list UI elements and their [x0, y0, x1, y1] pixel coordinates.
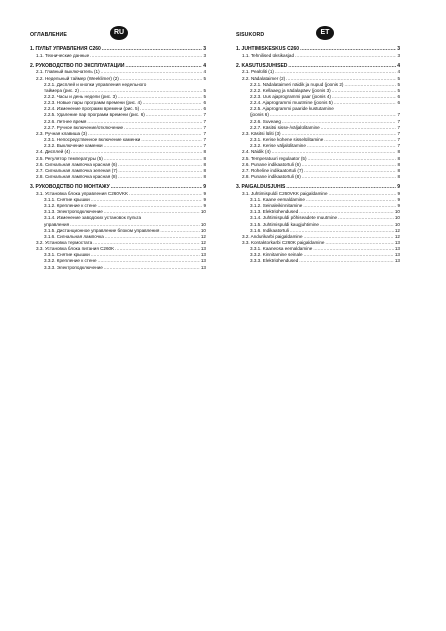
toc-page-number: 4: [397, 62, 400, 69]
toc-entry-title: 2.3.1. Kerise kohene sisselülitamine: [250, 137, 324, 143]
toc-entry-title: 1. ПУЛЬТ УПРАВЛЕНИЯ C260: [30, 46, 101, 52]
toc-entry[interactable]: [30, 174, 206, 180]
toc-page-number: 13: [394, 258, 400, 264]
toc-entry-title: управления: [44, 221, 70, 227]
dot-leader: [118, 174, 202, 180]
dot-leader: [125, 63, 202, 70]
toc-page-number: 13: [394, 240, 400, 245]
toc-entry-title: 2. KASUTUSJUHISED: [236, 62, 288, 69]
toc-entry-title: 3.1.1. Снятие крышки: [44, 196, 90, 202]
toc-page-number: 8: [203, 149, 206, 155]
toc-page-number: 6: [203, 106, 206, 112]
toc-entry-title: 2.3.1. Непосредственное включение каменки: [44, 137, 141, 143]
toc-entry-title: 3. PAIGALDUSJUHIS: [236, 184, 286, 191]
toc-entry-title: 3.1.6. Indikaatortuli: [250, 227, 289, 233]
toc-entry-title: 2.5. Temperatuuri regulaator (5): [242, 155, 307, 161]
toc-entry-title: 2.2.3. Uus ajaprogrammi paar (joonis 4): [250, 93, 331, 99]
toc-section: [30, 63, 206, 180]
toc-entry-title: 2.2.1. Nädalataimeri näidik ja nupud (joonis 2): [250, 81, 344, 87]
toc-entry-title: 3.3.3. Электроподключение: [44, 264, 103, 270]
toc-entry-title: 2.2.7. Käsitsi sisse-/väljalülitamine: [250, 124, 320, 130]
toc-page-number: 8: [397, 167, 400, 173]
toc-page-number: 8: [397, 174, 400, 179]
toc-entry-title: 2. РУКОВОДСТВО ПО ЭКСПЛУАТАЦИИ: [30, 62, 125, 69]
toc-header-ru: [30, 26, 206, 46]
toc-entry-title: 2.2. Недельный таймер (Weeklimer) (2): [36, 75, 119, 81]
toc-entry-title: 3.1.4. Изменение заводских установок пульта: [44, 215, 142, 221]
toc-entry-title: 1.1. Технические данные: [36, 52, 90, 58]
toc-entry-title: 3.1.2. Крепление к стене: [44, 203, 97, 209]
toc-entry-title: 2.7. Roheline indikaatortuli (7): [242, 167, 304, 173]
dot-leader: [302, 174, 397, 180]
toc-heading[interactable]: [236, 63, 400, 70]
toc-page-number: 12: [394, 233, 400, 239]
toc-entry-title: 2.2.3. Новые пары программ времени (рис. 4): [44, 100, 142, 106]
toc-page-number: 8: [203, 155, 206, 161]
toc-page-number: 9: [397, 190, 400, 196]
toc-page-number: 3: [203, 46, 206, 52]
toc-sections-et: [236, 46, 400, 265]
toc-page-number: 9: [203, 190, 206, 196]
toc-page-number: 7: [397, 118, 400, 124]
toc-page-number: 10: [200, 227, 206, 233]
toc-entry-title: 3.2. Установка термостата: [36, 240, 93, 245]
toc-page-number: 8: [397, 149, 400, 155]
toc-entry-title: 3.1.1. Kaane eemaldamine: [250, 196, 305, 202]
toc-page-number: 7: [203, 137, 206, 143]
dot-leader: [295, 53, 396, 59]
toc-page-number: 13: [394, 246, 400, 252]
toc-column-et: [236, 26, 400, 269]
toc-page-number: 7: [203, 118, 206, 124]
toc-page-number: 10: [394, 215, 400, 221]
toc-heading[interactable]: [236, 184, 400, 191]
toc-entry[interactable]: [30, 53, 206, 59]
toc-page-number: 4: [397, 69, 400, 75]
toc-entry-title: 2.6. Punane indikaatortuli (6): [242, 161, 301, 167]
toc-entry-title: 2.2.2. Kellaaeg ja nädalapäev (joonis 3): [250, 87, 331, 93]
toc-page-number: 5: [203, 87, 206, 93]
toc-entry-title: 2.6. Сигнальная лампочка красная (6): [36, 161, 118, 167]
toc-page-number: 6: [203, 100, 206, 106]
toc-page-number: 5: [397, 75, 400, 81]
toc-entry-title: 2.3. Ручная клавиша (3): [36, 130, 87, 136]
toc-page-number: 7: [203, 143, 206, 149]
toc-entry-title: 2.2.7. Ручное включение/отключение: [44, 124, 124, 130]
toc-entry-title: 2.2.5. Ajaprogrammi paaride kustutamine: [250, 106, 334, 112]
toc-entry-title: 2.2. Nädalataimer (2): [242, 75, 286, 81]
dot-leader: [334, 100, 397, 106]
toc-entry-title: 2.2.5. Удаление пар программ времени (рис. 6): [44, 112, 145, 118]
toc-page-number: 13: [394, 252, 400, 258]
toc-section: [30, 46, 206, 59]
toc-entry[interactable]: [236, 174, 400, 180]
toc-entry[interactable]: [30, 265, 206, 271]
toc-page-number: 10: [394, 209, 400, 215]
toc-entry[interactable]: [236, 258, 400, 264]
toc-page-number: 9: [203, 184, 206, 191]
toc-entry-title: 3. РУКОВОДСТВО ПО МОНТАЖУ: [30, 184, 110, 191]
toc-entry-title: (joonis 6): [250, 112, 269, 118]
toc-entry-title: 3.3.1. Kaaneosa eemaldamine: [250, 246, 313, 252]
toc-entry-title: 2.4. Näidik (4): [242, 149, 271, 155]
dot-leader: [300, 46, 396, 53]
toc-entry[interactable]: [236, 53, 400, 59]
toc-entry-title: 3.1.5. Juhtimispuldi kaugjuhtimine: [250, 221, 319, 227]
toc-entry-title: 3.1.5. Дистанционное управление блоком управления: [44, 227, 160, 233]
toc-page-number: 5: [203, 93, 206, 99]
language-badge-et: ET: [316, 26, 334, 40]
toc-page-number: 8: [203, 161, 206, 167]
toc-page-number: 10: [394, 221, 400, 227]
toc-page-number: 6: [397, 100, 400, 106]
toc-page-number: 4: [203, 69, 206, 75]
toc-page-number: 3: [397, 46, 400, 52]
toc-heading[interactable]: [236, 46, 400, 53]
toc-page-number: 10: [200, 209, 206, 215]
toc-page-number: 9: [203, 203, 206, 209]
toc-page-number: 12: [394, 227, 400, 233]
toc-entry-title: 3.1.6. Сигнальная лампочка: [44, 233, 104, 239]
toc-entry-title: 2.2.1. Дисплей и кнопки управления недельного: [44, 81, 147, 87]
toc-entry-title: 2.8. Сигнальная лампочка красная (8): [36, 174, 118, 179]
toc-page-number: 7: [397, 112, 400, 118]
toc-page-number: 8: [397, 155, 400, 161]
toc-entry-title: 3.1. Juhtimispuldi C260VKK paigaldamine: [242, 190, 328, 196]
toc-entry-title: 3.3.3. Elektriühendused: [250, 258, 299, 264]
toc-page-number: 9: [397, 196, 400, 202]
toc-page-number: 9: [397, 184, 400, 191]
toc-entry-title: 3.3.2. Крепление к стене: [44, 258, 97, 264]
toc-page-number: 13: [200, 264, 206, 270]
toc-page-number: 9: [203, 196, 206, 202]
toc-entry-title: 2.2.2. Часы и день недели (рис. 3): [44, 93, 117, 99]
toc-page-number: 3: [203, 52, 206, 58]
toc-page-number: 7: [203, 130, 206, 136]
toc-entry-title: 2.1. Pealüliti (1): [242, 69, 274, 75]
toc-page-number: 4: [203, 62, 206, 69]
toc-column-ru: [30, 26, 206, 275]
toc-heading[interactable]: [30, 46, 206, 53]
toc-page-number: 13: [200, 252, 206, 258]
toc-entry-title: 2.3.2. Kerise väljalülitamine: [250, 143, 306, 149]
toc-page-number: 7: [397, 137, 400, 143]
toc-page-number: 7: [397, 143, 400, 149]
toc-sections-ru: [30, 46, 206, 271]
toc-page-number: 8: [397, 161, 400, 167]
toc-page-number: 12: [200, 240, 206, 245]
toc-page-number: 5: [397, 87, 400, 93]
toc-page-number: 7: [203, 124, 206, 130]
toc-page-number: 9: [397, 203, 400, 209]
toc-entry-title: 2.7. Сигнальная лампочка зеленая (7): [36, 167, 118, 173]
toc-entry-title: 2.2.4. Ajaprogrammi muutmine (joonis 5): [250, 100, 333, 106]
toc-entry-title: 3.1. Установка блока управления C260VKK: [36, 190, 129, 196]
dot-leader: [90, 53, 202, 59]
toc-entry-title: 3.1.4. Juhtimispuldi põhiseadete muutmine: [250, 215, 338, 221]
toc-page-number: 3: [397, 52, 400, 58]
toc-page-number: 10: [200, 221, 206, 227]
toc-page-number: 7: [397, 124, 400, 130]
toc-entry-title: 2.2.6. Suveaeg: [250, 118, 281, 124]
toc-entry-title: 3.2. Andurikarbi paigaldamine: [242, 233, 303, 239]
toc-entry-title: 3.1.2. Seinaleikinnitamine: [250, 203, 303, 209]
toc-section: [236, 46, 400, 59]
toc-page-number: 5: [397, 81, 400, 87]
toc-entry-title: 2.1. Главный выключатель (1): [36, 69, 100, 75]
toc-section: [236, 184, 400, 264]
toc-entry-title: 2.8. Punane indikaatortuli (8): [242, 174, 301, 179]
toc-section: [30, 184, 206, 271]
toc-page-number: 7: [203, 112, 206, 118]
toc-entry-title: 3.3. Kontaktorkarbi C260K paigaldamine: [242, 240, 325, 245]
toc-page-number: 8: [203, 167, 206, 173]
toc-entry-title: 1.1. Tehnilised üksikasjad: [242, 52, 295, 58]
dot-leader: [102, 46, 202, 53]
toc-page-number: 8: [203, 174, 206, 179]
toc-page-number: 7: [397, 130, 400, 136]
toc-entry-title: 2.3.2. Выключение каменки: [44, 143, 103, 149]
dot-leader: [111, 184, 203, 191]
dot-leader: [286, 184, 396, 191]
toc-entry-title: 3.3. Установка блока питания C260K: [36, 246, 115, 252]
toc-entry-title: 3.1.3. Elektriühendused: [250, 209, 299, 215]
toc-header-et: [236, 26, 400, 46]
toc-title-ru: ОГЛАВЛЕНИЕ: [30, 32, 67, 38]
toc-page-number: 5: [203, 75, 206, 81]
toc-entry-title: таймера (рис. 2): [44, 87, 79, 93]
toc-heading[interactable]: [30, 184, 206, 191]
dot-leader: [288, 63, 396, 70]
toc-page-number: 13: [200, 258, 206, 264]
toc-entry-title: 3.3.2. Kinnitamine seinale: [250, 252, 303, 258]
toc-entry-title: 2.2.6. Летнее время: [44, 118, 87, 124]
toc-title-et: SISUKORD: [236, 32, 265, 38]
toc-section: [236, 63, 400, 180]
dot-leader: [299, 258, 394, 264]
toc-page-number: 12: [200, 233, 206, 239]
toc-entry-title: 2.2.4. Изменение программ времени (рис. 5): [44, 106, 140, 112]
toc-page-number: 6: [397, 93, 400, 99]
toc-entry-title: 2.5. Регулятор температуры (5): [36, 155, 103, 161]
toc-entry-title: 2.4. Дисплей (4): [36, 149, 71, 155]
toc-entry-title: 3.1.3. Электроподключение: [44, 209, 103, 215]
toc-entry-title: 2.3. Käsitsi lüliti (3): [242, 130, 281, 136]
toc-page-number: 13: [200, 246, 206, 252]
toc-entry-title: 3.3.1. Снятие крышки: [44, 252, 90, 258]
dot-leader: [104, 265, 200, 271]
toc-entry-title: 1. JUHTIMISKESKUS C260: [236, 46, 300, 52]
language-badge-ru: RU: [110, 26, 128, 40]
